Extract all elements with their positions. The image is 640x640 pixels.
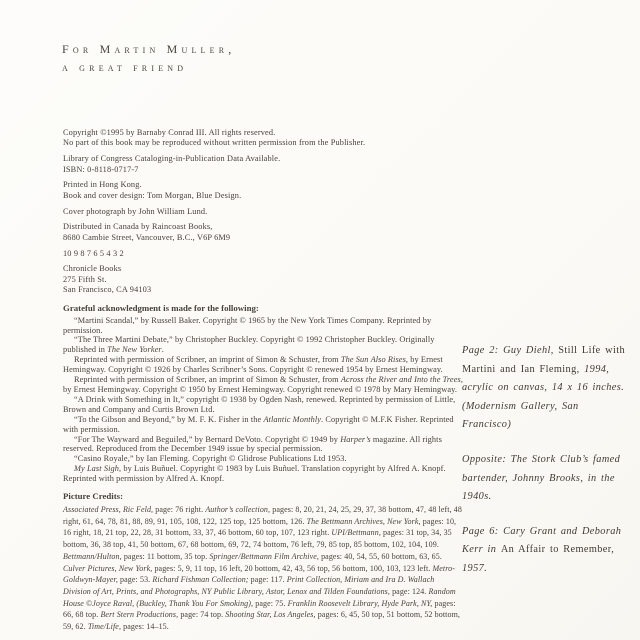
dedication-line-1: For Martin Muller,	[62, 42, 236, 56]
dedication-line-2: a great friend	[62, 60, 188, 74]
acknowledgments-heading: Grateful acknowledgment is made for the following:	[63, 302, 259, 313]
acknowledgment-item: “To the Gibson and Beyond,” by M. F. K. Fisher in the Atlantic Monthly. Copyright © M.F.K Fisher. Reprinted with permission.	[63, 414, 454, 434]
cover-photo-credit: Cover photograph by John William Lund.	[63, 206, 208, 216]
picture-credits-heading: Picture Credits:	[63, 491, 124, 502]
distribution-block: Distributed in Canada by Raincoast Books, 8680 Cambie Street, Vancouver, B.C., V6P 6M9	[63, 222, 231, 242]
dedication	[62, 40, 235, 76]
acknowledgments-list	[63, 316, 463, 484]
print-run-numbers: 10 9 8 7 6 5 4 3 2	[63, 248, 124, 258]
acknowledgment-item: My Last Sigh, by Luis Buñuel. Copyright © 1983 by Luis Buñuel. Translation copyright by Alfred A. Knopf. Reprinted with permission by Alfred A. Knopf.	[63, 464, 446, 484]
acknowledgment-item: “For The Wayward and Beguiled,” by Bernard DeVoto. Copyright © 1949 by Harper’s magazine. All rights reserved. Reproduced from the December 1949 issue by special permission.	[63, 434, 442, 454]
copyright-notice: Copyright ©1995 by Barnaby Conrad III. All rights reserved. No part of this book may be reproduced without written permission from the Publisher.	[63, 128, 366, 148]
margin-captions-column	[462, 342, 632, 595]
acknowledgment-item: “A Drink with Something in It,” copyright © 1938 by Ogden Nash, renewed. Reprinted by permission of Little, Brown and Company and Curtis Brown Ltd.	[63, 394, 456, 414]
acknowledgment-item: Reprinted with permission of Scribner, an imprint of Simon & Schuster, from The Sun Also Rises, by Ernest Hemingway. Copyright © 1926 by Charles Scribner’s Sons. Copyright © renewed 1954 by Ernest Hemingway.	[63, 355, 443, 375]
colophon-column	[63, 128, 463, 633]
caption-page-6: Page 6: Cary Grant and Deborah Kerr in An Affair to Remember, 1957.	[462, 525, 622, 574]
acknowledgment-item: “Casino Royale,” by Ian Fleming. Copyright © Glidrose Publications Ltd 1953.	[74, 454, 347, 464]
acknowledgment-item: “Martini Scandal,” by Russell Baker. Copyright © 1965 by the New York Times Company. Reprinted by permission.	[63, 315, 432, 335]
library-of-congress-block: Library of Congress Cataloging-in-Publication Data Available. ISBN: 0-8118-0717-7	[63, 154, 281, 174]
caption-opposite: Opposite: The Stork Club’s famed bartender, Johnny Brooks, in the 1940s.	[462, 453, 621, 503]
publisher-address: Chronicle Books 275 Fifth St. San Francisco, CA 94103	[63, 264, 152, 295]
acknowledgment-item: Reprinted with permission of Scribner, an imprint of Simon & Schuster, from Across the River and Into the Trees, by Ernest Hemingway. Copyright © 1950 by Ernest Hemingway. Copyright renewed © 1978 by Mary Hemingway.	[63, 375, 464, 394]
acknowledgment-item: “The Three Martini Debate,” by Christopher Buckley. Copyright © 1992 Christopher Buckley. Originally published in The New Yorker.	[63, 335, 435, 355]
printing-design-block: Printed in Hong Kong. Book and cover design: Tom Morgan, Blue Design.	[63, 180, 242, 200]
picture-credits-text: Associated Press, Ric Feld, page: 76 right. Author’s collection, pages: 8, 20, 21, 24, 25, 29, 37, 38 bottom, 47, 48 left, 48 right, 61, 64, 78, 81, 88, 89, 91, 105, 108, 122, 125 top, 125 bottom, 126. The Bettmann Archives, New York, pages: 10, 16 right, 18, 21 top, 22, 28, 31 bottom, 33, 37, 46 bottom, 60 top, 107, 123 right. UPI/Bettmann, pages: 31 top, 34, 35 bottom, 36, 38 top, 41, 50 bottom, 67, 68 bottom, 69, 72, 74 bottom, 76 left, 79, 85 top, 85 bottom, 102, 104, 109. Bettmann/Hulton, pages: 11 bottom, 35 top. Springer/Bettmann Film Archive, pages: 40, 54, 55, 60 bottom, 63, 65. Culver Pictures, New York, pages: 5, 9, 11 top, 16 left, 20 bottom, 42, 43, 56 top, 56 bottom, 100, 103, 123 left. Metro-Goldwyn-Mayer, page: 53. Richard Fishman Collection; page: 117. Print Collection, Miriam and Ira D. Wallach Division of Art, Prints, and Photographs, NY Public Library, Astor, Lenox and Tilden Foundations, page: 124. Random House ©Joyce Raval, (Buckley, Thank You For Smoking), page: 75. Franklin Roosevelt Library, Hyde Park, NY, pages: 66, 68 top. Bert Stern Productions, page: 74 top. Shooting Star, Los Angeles, pages: 6, 45, 50 top, 51 bottom, 52 bottom, 59, 62. Time/Life, pages: 14–15.	[63, 505, 462, 632]
caption-page-2: Page 2: Guy Diehl, Still Life with Martini and Ian Fleming, 1994, acrylic on canvas, 14 x 16 inches. (Modernism Gallery, San Francisco)	[462, 345, 626, 431]
